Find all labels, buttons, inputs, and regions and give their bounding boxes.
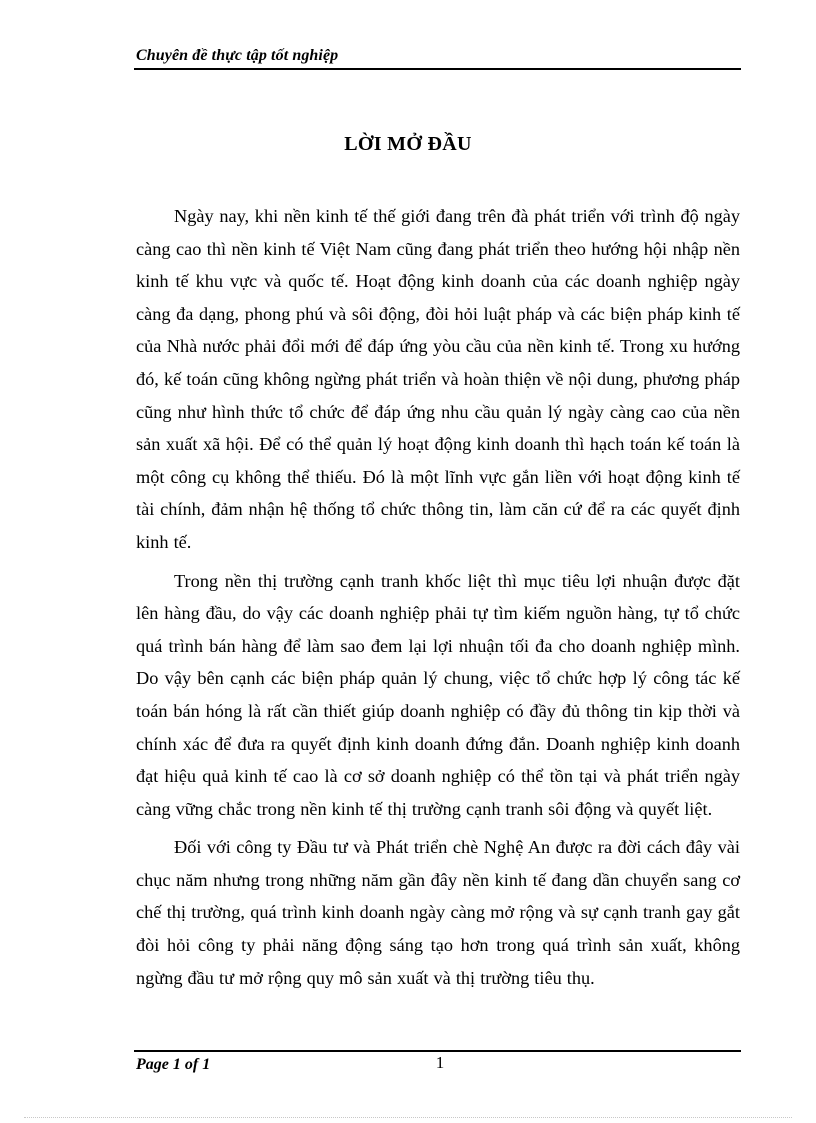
running-header-title: Chuyên đề thực tập tốt nghiệp [136,47,339,64]
header-divider [134,68,741,70]
paragraph-1: Ngày nay, khi nền kinh tế thế giới đang trên đà phát triển với trình độ ngày càng cao thì nền kinh tế Việt Nam cũng đang phát triển theo hướng hội nhập nền kinh tế khu vực và quốc tế. Hoạt động kinh doanh của các doanh nghiệp ngày càng đa dạng, phong phú và sôi động, đòi hỏi luật pháp và các biện pháp kinh tế của Nhà nước phải đổi mới để đáp ứng yòu cầu của nền kinh tế. Trong xu hướng đó, kế toán cũng không ngừng phát triển và hoàn thiện về nội dung, phương pháp cũng như hình thức tổ chức để đáp ứng nhu cầu quản lý ngày càng cao của nền sản xuất xã hội. Để có thể quản lý hoạt động kinh doanh thì hạch toán kế toán là một công cụ không thể thiếu. Đó là một lĩnh vực gắn liền với hoạt động kinh tế tài chính, đảm nhận hệ thống tổ chức thông tin, làm căn cứ để ra các quyết định kinh tế. [136,206,740,552]
footer-page-number: 1 [435,1053,445,1072]
page-boundary [24,1117,792,1118]
footer-divider [134,1050,741,1052]
paragraph-2: Trong nền thị trường cạnh tranh khốc liệt thì mục tiêu lợi nhuận được đặt lên hàng đầu, do vậy các doanh nghiệp phải tự tìm kiếm nguồn hàng, tự tổ chức quá trình bán hàng để làm sao đem lại lợi nhuận tối đa cho doanh nghiệp mình. Do vậy bên cạnh các biện pháp quản lý chung, việc tổ chức hợp lý công tác kế toán bán hóng là rất cần thiết giúp doanh nghiệp có đầy đủ thông tin kịp thời và chính xác để đưa ra quyết định kinh doanh đứng đắn. Doanh nghiệp kinh doanh đạt hiệu quả kinh tế cao là cơ sở doanh nghiệp có thể tồn tại và phát triển ngày càng vững chắc trong nền kinh tế thị trường cạnh tranh sôi động và quyết liệt. [136,570,740,819]
section-heading: LỜI MỞ ĐẦU [344,133,472,155]
body-text [136,200,740,1000]
paragraph-3: Đối với công ty Đầu tư và Phát triển chè Nghệ An được ra đời cách đây vài chục năm nhưng trong những năm gần đây nền kinh tế đang dần chuyển sang cơ chế thị trường, quá trình kinh doanh ngày càng mở rộng và sự cạnh tranh gay gắt đòi hỏi công ty phải năng động sáng tạo hơn trong quá trình sản xuất, không ngừng đầu tư mở rộng quy mô sản xuất và thị trường tiêu thụ. [136,837,740,988]
footer-page-label: Page 1 of 1 [136,1056,211,1073]
